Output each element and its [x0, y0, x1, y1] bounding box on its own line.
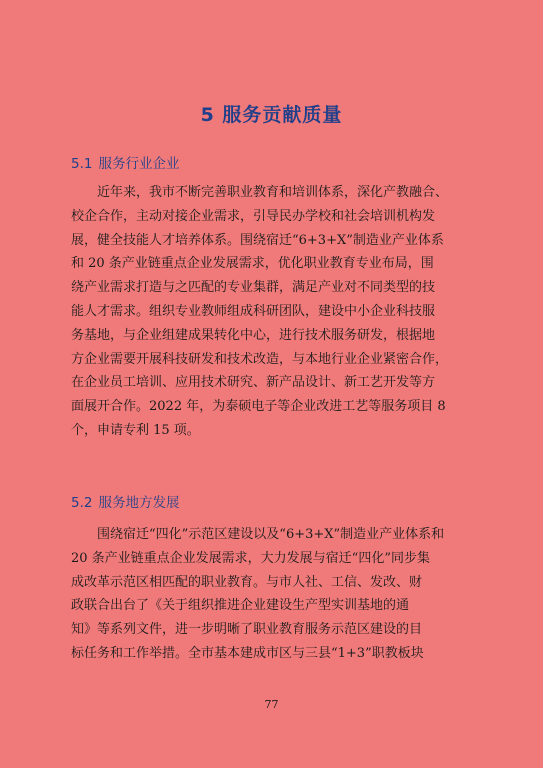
section-paragraph-5-2 — [71, 523, 481, 666]
paragraph-line: 面展开合作。2022 年，为泰硕电子等企业改进工艺等服务项目 8 — [71, 399, 446, 415]
paragraph-line: 成改革示范区相匹配的职业教育。与市人社、工信、发改、财 — [71, 574, 423, 590]
paragraph-line: 方企业需要开展科技研发和技术改造，与本地行业企业紧密合作， — [71, 351, 449, 367]
paragraph-line: 标任务和工作举措。全市基本建成市区与三县“1+3”职教板块 — [71, 645, 424, 661]
paragraph-line: 在企业员工培训、应用技术研究、新产品设计、新工艺开发等方 — [71, 375, 436, 391]
paragraph-line: 展，健全技能人才培养体系。围绕宿迁“6+3+X”制造业产业体系 — [71, 232, 444, 248]
paragraph-line: 近年来，我市不断完善职业教育和培训体系，深化产教融合、 — [71, 185, 449, 200]
paragraph-line: 个，申请专利 15 项。 — [71, 422, 200, 438]
paragraph-line: 能人才需求。组织专业教师组成科研团队，建设中小企业科技服 — [71, 303, 436, 319]
section-number: 5.1 — [71, 156, 93, 172]
section-paragraph-5-1 — [71, 181, 481, 443]
paragraph-line: 20 条产业链重点企业发展需求，大力发展与宿迁“四化”同步集 — [71, 550, 430, 566]
paragraph-line: 政联合出台了《关于组织推进企业建设生产型实训基地的通 — [71, 598, 410, 614]
chapter-title: 5 服务贡献质量 — [200, 104, 343, 126]
page-number: 77 — [264, 698, 279, 711]
section-title: 服务行业企业 — [98, 156, 180, 172]
paragraph-line: 绕产业需求打造与之匹配的专业集群，满足产业对不同类型的技 — [71, 280, 436, 296]
paragraph-line: 务基地，与企业组建成果转化中心，进行技术服务研发，根据地 — [71, 327, 436, 343]
paragraph-line: 校企合作，主动对接企业需求，引导民办学校和社会培训机构发 — [71, 208, 436, 224]
paragraph-line: 知》等系列文件，进一步明晰了职业教育服务示范区建设的目 — [71, 622, 423, 638]
section-heading-5-1 — [71, 152, 179, 172]
paragraph-line: 围绕宿迁“四化”示范区建设以及“6+3+X”制造业产业体系和 — [71, 527, 445, 542]
section-title: 服务地方发展 — [98, 495, 180, 511]
section-heading-5-2 — [71, 491, 179, 511]
section-number: 5.2 — [71, 495, 93, 511]
paragraph-line: 和 20 条产业链重点企业发展需求，优化职业教育专业布局，围 — [71, 256, 434, 272]
